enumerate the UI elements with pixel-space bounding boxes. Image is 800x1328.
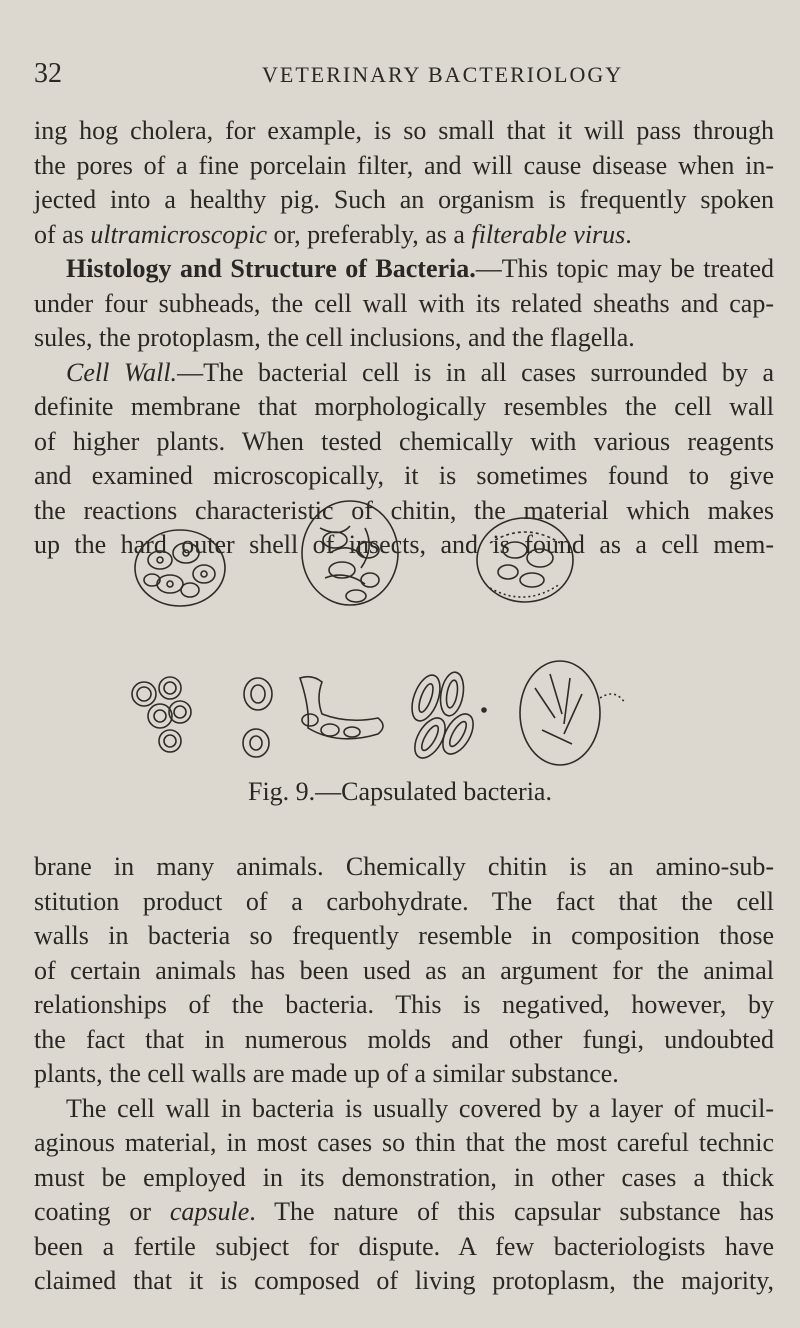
text-line: of as ultramicroscopic or, preferably, as a filterable virus. xyxy=(34,219,632,249)
diplococci-group xyxy=(132,677,191,752)
text-line: The cell wall in bacteria is usually covered by a layer of mucil- xyxy=(66,1093,774,1123)
term-ultramicroscopic: ultramicroscopic xyxy=(90,219,268,249)
text-line: plants, the cell walls are made up of a similar substance. xyxy=(34,1059,619,1088)
encapsulated-cocci xyxy=(243,678,272,757)
section-heading-histology: Histology and Structure of Bacteria. xyxy=(66,254,476,283)
text-line: ing hog cholera, for example, is so small that it will pass through xyxy=(34,116,774,145)
running-title: VETERINARY BACTERIOLOGY xyxy=(262,62,624,87)
body-text-top xyxy=(34,114,774,563)
text-line: jected into a healthy pig. Such an organism is frequently spoken xyxy=(34,185,774,214)
text-line: aginous material, in most cases so thin that the most careful technic xyxy=(34,1128,774,1157)
body-text-bottom xyxy=(34,850,774,1299)
text-line: sules, the protoplasm, the cell inclusions, and the flagella. xyxy=(34,323,635,352)
capsulated-rod-cluster xyxy=(520,661,625,765)
figure-capsulated-bacteria xyxy=(130,498,700,774)
text-line: Cell Wall.—The bacterial cell is in all cases surrounded by a xyxy=(66,357,774,387)
text-line: of certain animals has been used as an argument for the animal xyxy=(34,955,774,985)
text-line: must be employed in its demonstration, in other cases a thick xyxy=(34,1162,774,1192)
bacteria-cluster-1 xyxy=(135,530,225,606)
text-line: up the hard outer shell of insects, and is found as a cell mem- xyxy=(34,530,774,559)
capsulated-chain xyxy=(300,677,383,739)
text-line: under four subheads, the cell wall with its related sheaths and cap- xyxy=(34,288,774,318)
text-line: the pores of a fine porcelain filter, and will cause disease when in- xyxy=(34,150,774,180)
text-line: relationships of the bacteria. This is negatived, however, by xyxy=(34,990,774,1019)
text-line: definite membrane that morphologically resembles the cell wall xyxy=(34,392,774,421)
page-number: 32 xyxy=(34,58,62,89)
text-line: the reactions characteristic of chitin, the material which makes xyxy=(34,495,774,525)
text-line: claimed that it is composed of living protoplasm, the majority, xyxy=(34,1266,774,1295)
bacteria-cluster-2 xyxy=(302,501,398,605)
bacteria-cluster-3 xyxy=(477,518,573,602)
text-line: stitution product of a carbohydrate. The fact that the cell xyxy=(34,886,774,916)
text-line: the fact that in numerous molds and other fungi, undoubted xyxy=(34,1024,774,1054)
text-line: been a fertile subject for dispute. A few bacteriologists have xyxy=(34,1231,774,1261)
text-line: Histology and Structure of Bacteria.—This topic may be treated xyxy=(66,254,774,283)
text-line: walls in bacteria so frequently resemble in composition those xyxy=(34,921,774,950)
text-line: coating or capsule. The nature of this capsular substance has xyxy=(34,1197,774,1226)
capsulated-rods xyxy=(407,670,486,763)
term-capsule: capsule xyxy=(169,1197,250,1226)
text-line: brane in many animals. Chemically chitin is an amino-sub- xyxy=(34,852,774,881)
running-header xyxy=(34,50,774,94)
subheading-cell-wall: Cell Wall. xyxy=(66,357,178,387)
figure-caption: Fig. 9.—Capsulated bacteria. xyxy=(248,777,552,806)
text-line: of higher plants. When tested chemically with various reagents xyxy=(34,426,774,456)
term-filterable-virus: filterable virus xyxy=(471,219,626,249)
text-line: and examined microscopically, it is sometimes found to give xyxy=(34,461,774,490)
